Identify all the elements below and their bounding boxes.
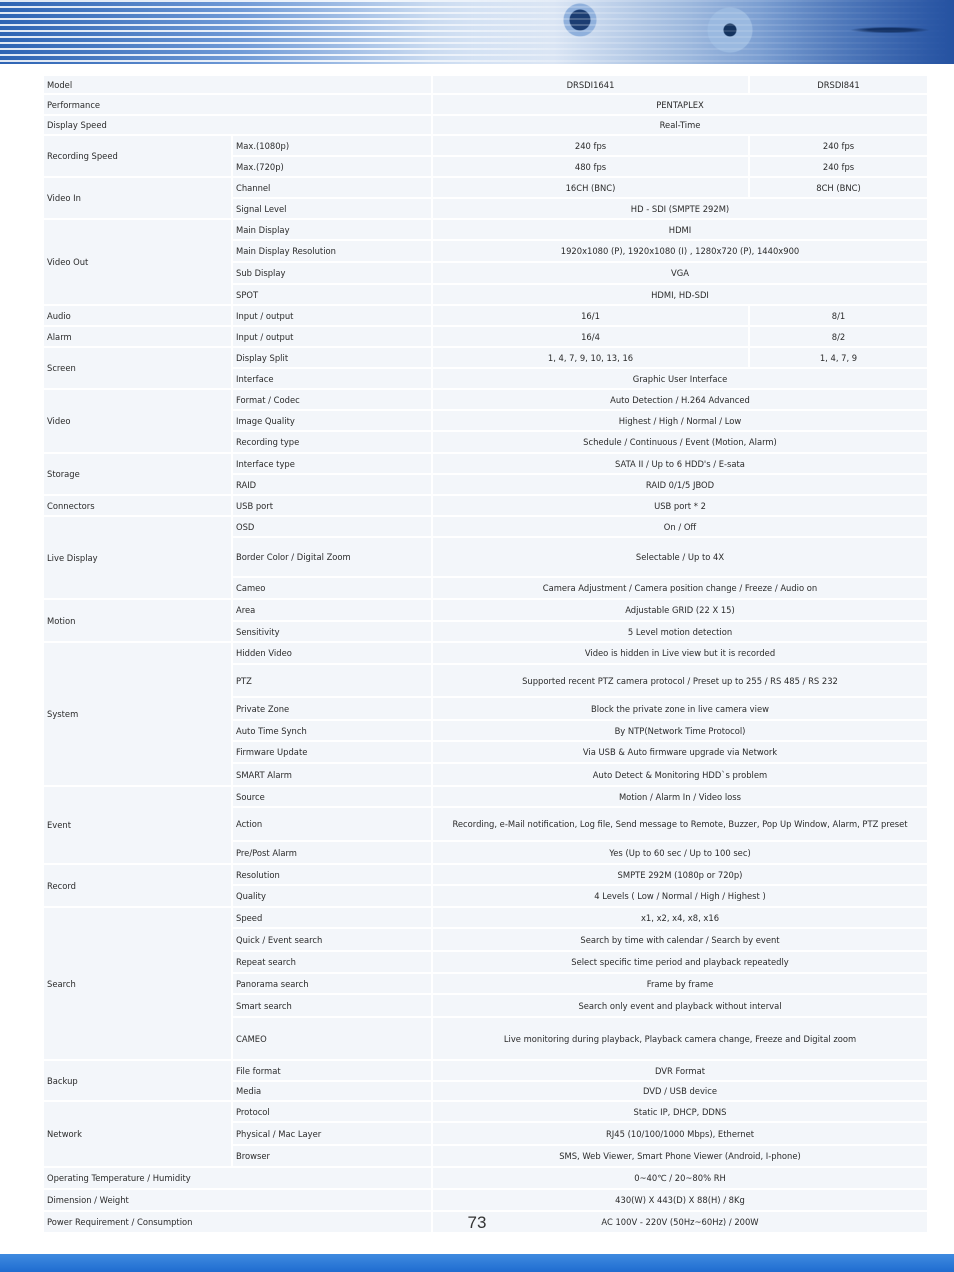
cell-value: Auto Detect & Monitoring HDD`s problem: [433, 764, 927, 786]
page-number: 73: [467, 1213, 487, 1232]
model-col1: DRSDI1641: [433, 76, 750, 94]
row-label: Display Speed: [44, 116, 433, 135]
sub-label: Pre/Post Alarm: [233, 842, 433, 864]
cell-value: DVR Format: [433, 1061, 927, 1081]
sub-label: Source: [233, 787, 433, 807]
row-label: Power Requirement / Consumption: [44, 1212, 433, 1233]
row-label: Operating Temperature / Humidity: [44, 1168, 433, 1189]
sub-label: Physical / Mac Layer: [233, 1123, 433, 1145]
sub-label: Resolution: [233, 865, 433, 885]
group-label: System: [44, 643, 233, 786]
sub-label: Quick / Event search: [233, 929, 433, 951]
cell-value: Video is hidden in Live view but it is recorded: [433, 643, 927, 664]
cell-value: Select specific time period and playback repeatedly: [433, 952, 927, 973]
table-row: [44, 1061, 927, 1081]
cell-value: HDMI: [433, 220, 927, 240]
table-row: [44, 220, 927, 240]
table-row: [44, 865, 927, 885]
sub-label: Protocol: [233, 1102, 433, 1122]
group-label: Live Display: [44, 517, 233, 599]
cell-value: Yes (Up to 60 sec / Up to 100 sec): [433, 842, 927, 864]
table-row: [44, 390, 927, 410]
model-col2: DRSDI841: [750, 76, 927, 94]
row-label: Performance: [44, 95, 433, 115]
table-row: [44, 517, 927, 537]
cell-value: 5 Level motion detection: [433, 622, 927, 642]
cell-value: 4 Levels ( Low / Normal / High / Highest ): [433, 886, 927, 907]
cell-value: 16/4: [433, 327, 750, 347]
cell-value: 1, 4, 7, 9: [750, 348, 927, 368]
sub-label: Sensitivity: [233, 622, 433, 642]
sub-label: CAMEO: [233, 1018, 433, 1060]
sub-label: Smart search: [233, 995, 433, 1017]
cell-value: 240 fps: [433, 136, 750, 156]
cell-value: SMS, Web Viewer, Smart Phone Viewer (Android, I-phone): [433, 1146, 927, 1167]
table-row: [44, 306, 927, 326]
cell-value: Selectable / Up to 4X: [433, 538, 927, 577]
sub-label: Image Quality: [233, 411, 433, 431]
group-label: Motion: [44, 600, 233, 642]
sub-label: Interface: [233, 369, 433, 389]
sub-label: USB port: [233, 496, 433, 516]
sub-label: SPOT: [233, 285, 433, 305]
cell-value: Adjustable GRID (22 X 15): [433, 600, 927, 621]
group-label: Video: [44, 390, 233, 453]
group-label: Storage: [44, 454, 233, 495]
cell-value: Search by time with calendar / Search by event: [433, 929, 927, 951]
row-label: Model: [44, 76, 433, 94]
sub-label: Recording type: [233, 432, 433, 453]
cell-value: Motion / Alarm In / Video loss: [433, 787, 927, 807]
table-row: [44, 116, 927, 135]
sub-label: SMART Alarm: [233, 764, 433, 786]
sub-label: Main Display: [233, 220, 433, 240]
cell-value: 240 fps: [750, 157, 927, 177]
table-row: [44, 496, 927, 516]
cell-value: Graphic User Interface: [433, 369, 927, 389]
cell-value: By NTP(Network Time Protocol): [433, 721, 927, 741]
cell-value: On / Off: [433, 517, 927, 537]
cell-value: Via USB & Auto firmware upgrade via Network: [433, 742, 927, 763]
table-row: [44, 643, 927, 664]
cell-value: 16/1: [433, 306, 750, 326]
group-label: Network: [44, 1102, 233, 1167]
sub-label: Main Display Resolution: [233, 241, 433, 262]
sub-label: Browser: [233, 1146, 433, 1167]
group-label: Video In: [44, 178, 233, 219]
cell-value: Search only event and playback without interval: [433, 995, 927, 1017]
group-label: Alarm: [44, 327, 233, 347]
sub-label: Action: [233, 808, 433, 841]
table-row: [44, 76, 927, 94]
table-row: [44, 348, 927, 368]
group-label: Connectors: [44, 496, 233, 516]
cell-value: 16CH (BNC): [433, 178, 750, 198]
sub-label: Signal Level: [233, 199, 433, 219]
specification-table: [44, 75, 927, 1234]
group-label: Recording Speed: [44, 136, 233, 177]
sub-label: Panorama search: [233, 974, 433, 994]
sub-label: Format / Codec: [233, 390, 433, 410]
sub-label: Display Split: [233, 348, 433, 368]
group-label: Audio: [44, 306, 233, 326]
cell-value: AC 100V - 220V (50Hz~60Hz) / 200W: [433, 1212, 927, 1233]
sub-label: File format: [233, 1061, 433, 1081]
cell-value: HDMI, HD-SDI: [433, 285, 927, 305]
table-row: [44, 908, 927, 928]
cell-value: Auto Detection / H.264 Advanced: [433, 390, 927, 410]
group-label: Screen: [44, 348, 233, 389]
sub-label: PTZ: [233, 665, 433, 697]
sub-label: RAID: [233, 475, 433, 495]
sub-label: Channel: [233, 178, 433, 198]
sub-label: OSD: [233, 517, 433, 537]
cell-value: 8/2: [750, 327, 927, 347]
cell-value: Block the private zone in live camera view: [433, 698, 927, 720]
cell-value: VGA: [433, 263, 927, 284]
cell-value: RAID 0/1/5 JBOD: [433, 475, 927, 495]
cell-value: Live monitoring during playback, Playback camera change, Freeze and Digital zoom: [433, 1018, 927, 1060]
sub-label: Input / output: [233, 306, 433, 326]
group-label: Event: [44, 787, 233, 864]
table-row: [44, 1190, 927, 1211]
cell-value: 8CH (BNC): [750, 178, 927, 198]
header-banner: [0, 0, 954, 64]
cell-value: PENTAPLEX: [433, 95, 927, 115]
cell-value: SATA II / Up to 6 HDD's / E-sata: [433, 454, 927, 474]
table-row: [44, 95, 927, 115]
header-stripes: [0, 0, 954, 64]
cell-value: Static IP, DHCP, DDNS: [433, 1102, 927, 1122]
cell-value: Highest / High / Normal / Low: [433, 411, 927, 431]
sub-label: Auto Time Synch: [233, 721, 433, 741]
sub-label: Border Color / Digital Zoom: [233, 538, 433, 577]
footer-bar: [0, 1254, 954, 1272]
cell-value: 480 fps: [433, 157, 750, 177]
table-row: [44, 454, 927, 474]
sub-label: Max.(1080p): [233, 136, 433, 156]
sub-label: Area: [233, 600, 433, 621]
cell-value: 430(W) X 443(D) X 88(H) / 8Kg: [433, 1190, 927, 1211]
cell-value: 240 fps: [750, 136, 927, 156]
table-row: [44, 600, 927, 621]
row-label: Dimension / Weight: [44, 1190, 433, 1211]
cell-value: 1, 4, 7, 9, 10, 13, 16: [433, 348, 750, 368]
cell-value: Supported recent PTZ camera protocol / Preset up to 255 / RS 485 / RS 232: [433, 665, 927, 697]
cell-value: Recording, e-Mail notification, Log file, Send message to Remote, Buzzer, Pop Up Window, Alarm, PTZ preset: [433, 808, 927, 841]
cell-value: USB port * 2: [433, 496, 927, 516]
table-row: [44, 136, 927, 156]
group-label: Search: [44, 908, 233, 1060]
cell-value: SMPTE 292M (1080p or 720p): [433, 865, 927, 885]
sub-label: Input / output: [233, 327, 433, 347]
group-label: Backup: [44, 1061, 233, 1101]
group-label: Video Out: [44, 220, 233, 305]
sub-label: Sub Display: [233, 263, 433, 284]
sub-label: Quality: [233, 886, 433, 907]
cell-value: 0~40℃ / 20~80% RH: [433, 1168, 927, 1189]
sub-label: Max.(720p): [233, 157, 433, 177]
cell-value: Camera Adjustment / Camera position change / Freeze / Audio on: [433, 578, 927, 599]
sub-label: Repeat search: [233, 952, 433, 973]
sub-label: Firmware Update: [233, 742, 433, 763]
sub-label: Media: [233, 1082, 433, 1101]
cell-value: RJ45 (10/100/1000 Mbps), Ethernet: [433, 1123, 927, 1145]
cell-value: 1920x1080 (P), 1920x1080 (I) , 1280x720 (P), 1440x900: [433, 241, 927, 262]
table-row: [44, 1102, 927, 1122]
table-row: [44, 787, 927, 807]
sub-label: Interface type: [233, 454, 433, 474]
sub-label: Cameo: [233, 578, 433, 599]
cell-value: Schedule / Continuous / Event (Motion, Alarm): [433, 432, 927, 453]
sub-label: Private Zone: [233, 698, 433, 720]
cell-value: Frame by frame: [433, 974, 927, 994]
cell-value: DVD / USB device: [433, 1082, 927, 1101]
group-label: Record: [44, 865, 233, 907]
cell-value: x1, x2, x4, x8, x16: [433, 908, 927, 928]
sub-label: Speed: [233, 908, 433, 928]
cell-value: Real-Time: [433, 116, 927, 135]
table-row: [44, 178, 927, 198]
sub-label: Hidden Video: [233, 643, 433, 664]
table-row: [44, 1168, 927, 1189]
cell-value: 8/1: [750, 306, 927, 326]
table-row: [44, 327, 927, 347]
cell-value: HD - SDI (SMPTE 292M): [433, 199, 927, 219]
